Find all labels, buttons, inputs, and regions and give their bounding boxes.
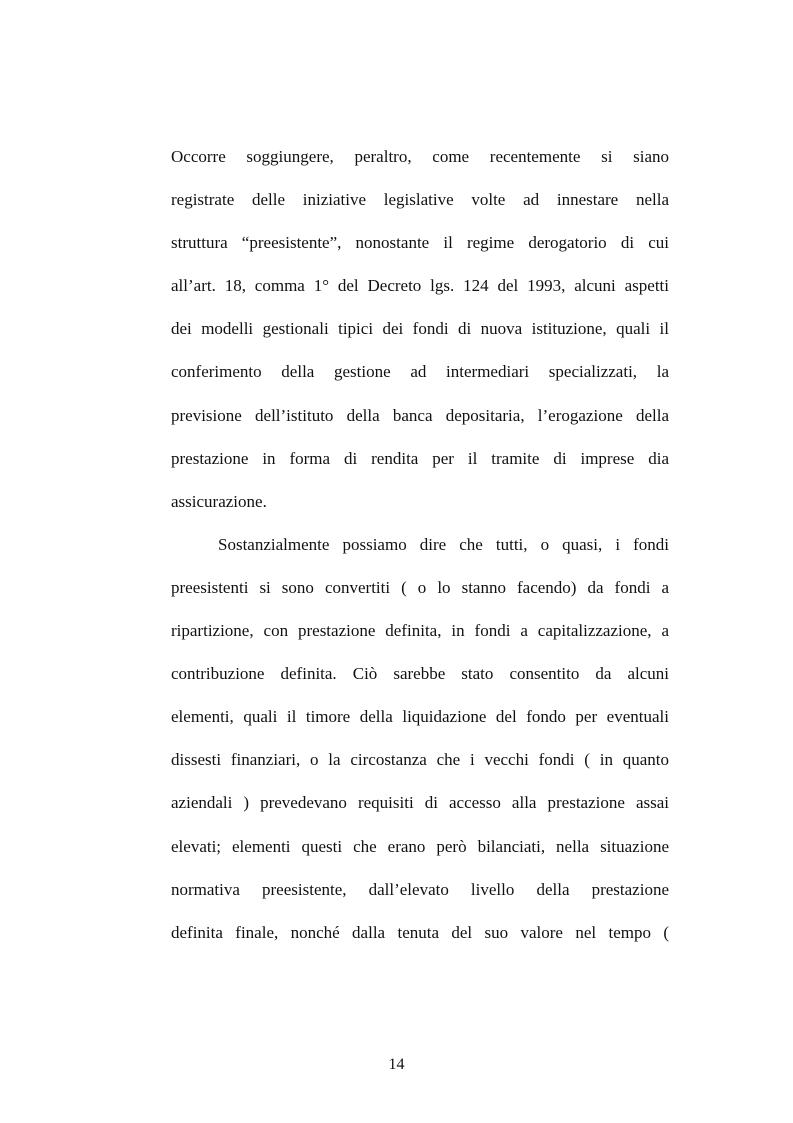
paragraph-2-line-6: dissesti finanziari, o la circostanza che i vecchi fondi ( in quanto bbox=[171, 750, 669, 770]
paragraph-1-line-7: previsione dell’istituto della banca depositaria, l’erogazione della bbox=[171, 405, 669, 425]
paragraph-1-line-3: struttura “preesistente”, nonostante il regime derogatorio di cui bbox=[171, 233, 669, 253]
paragraph-1-line-1: Occorre soggiungere, peraltro, come recentemente si siano bbox=[171, 147, 669, 166]
paragraph-2-line-1: Sostanzialmente possiamo dire che tutti, o quasi, i fondi bbox=[218, 534, 669, 554]
paragraph-2-line-5: elementi, quali il timore della liquidazione del fondo per eventuali bbox=[171, 707, 669, 727]
paragraph-2-line-2: preesistenti si sono convertiti ( o lo stanno facendo) da fondi a bbox=[171, 577, 669, 597]
page-number: 14 bbox=[388, 1056, 405, 1073]
paragraph-1-line-4: all’art. 18, comma 1° del Decreto lgs. 124 del 1993, alcuni aspetti bbox=[171, 276, 669, 296]
paragraph-2-line-7: aziendali ) prevedevano requisiti di accesso alla prestazione assai bbox=[171, 793, 669, 813]
paragraph-2-line-3: ripartizione, con prestazione definita, in fondi a capitalizzazione, a bbox=[171, 621, 669, 641]
paragraph-1-line-8: prestazione in forma di rendita per il tramite di imprese dia bbox=[171, 448, 669, 468]
paragraph-2-line-10: definita finale, nonché dalla tenuta del suo valore nel tempo ( bbox=[171, 922, 669, 942]
paragraph-1-line-6: conferimento della gestione ad intermediari specializzati, la bbox=[171, 362, 669, 382]
body-text bbox=[171, 140, 669, 959]
paragraph-1-line-9: assicurazione. bbox=[171, 491, 267, 511]
paragraph-2-line-4: contribuzione definita. Ciò sarebbe stato consentito da alcuni bbox=[171, 664, 669, 684]
paragraph-2-line-9: normativa preesistente, dall’elevato livello della prestazione bbox=[171, 879, 669, 899]
paragraph-1-line-2: registrate delle iniziative legislative volte ad innestare nella bbox=[171, 190, 669, 210]
paragraph-2-line-8: elevati; elementi questi che erano però bilanciati, nella situazione bbox=[171, 836, 669, 856]
paragraph-1-line-5: dei modelli gestionali tipici dei fondi di nuova istituzione, quali il bbox=[171, 319, 669, 339]
